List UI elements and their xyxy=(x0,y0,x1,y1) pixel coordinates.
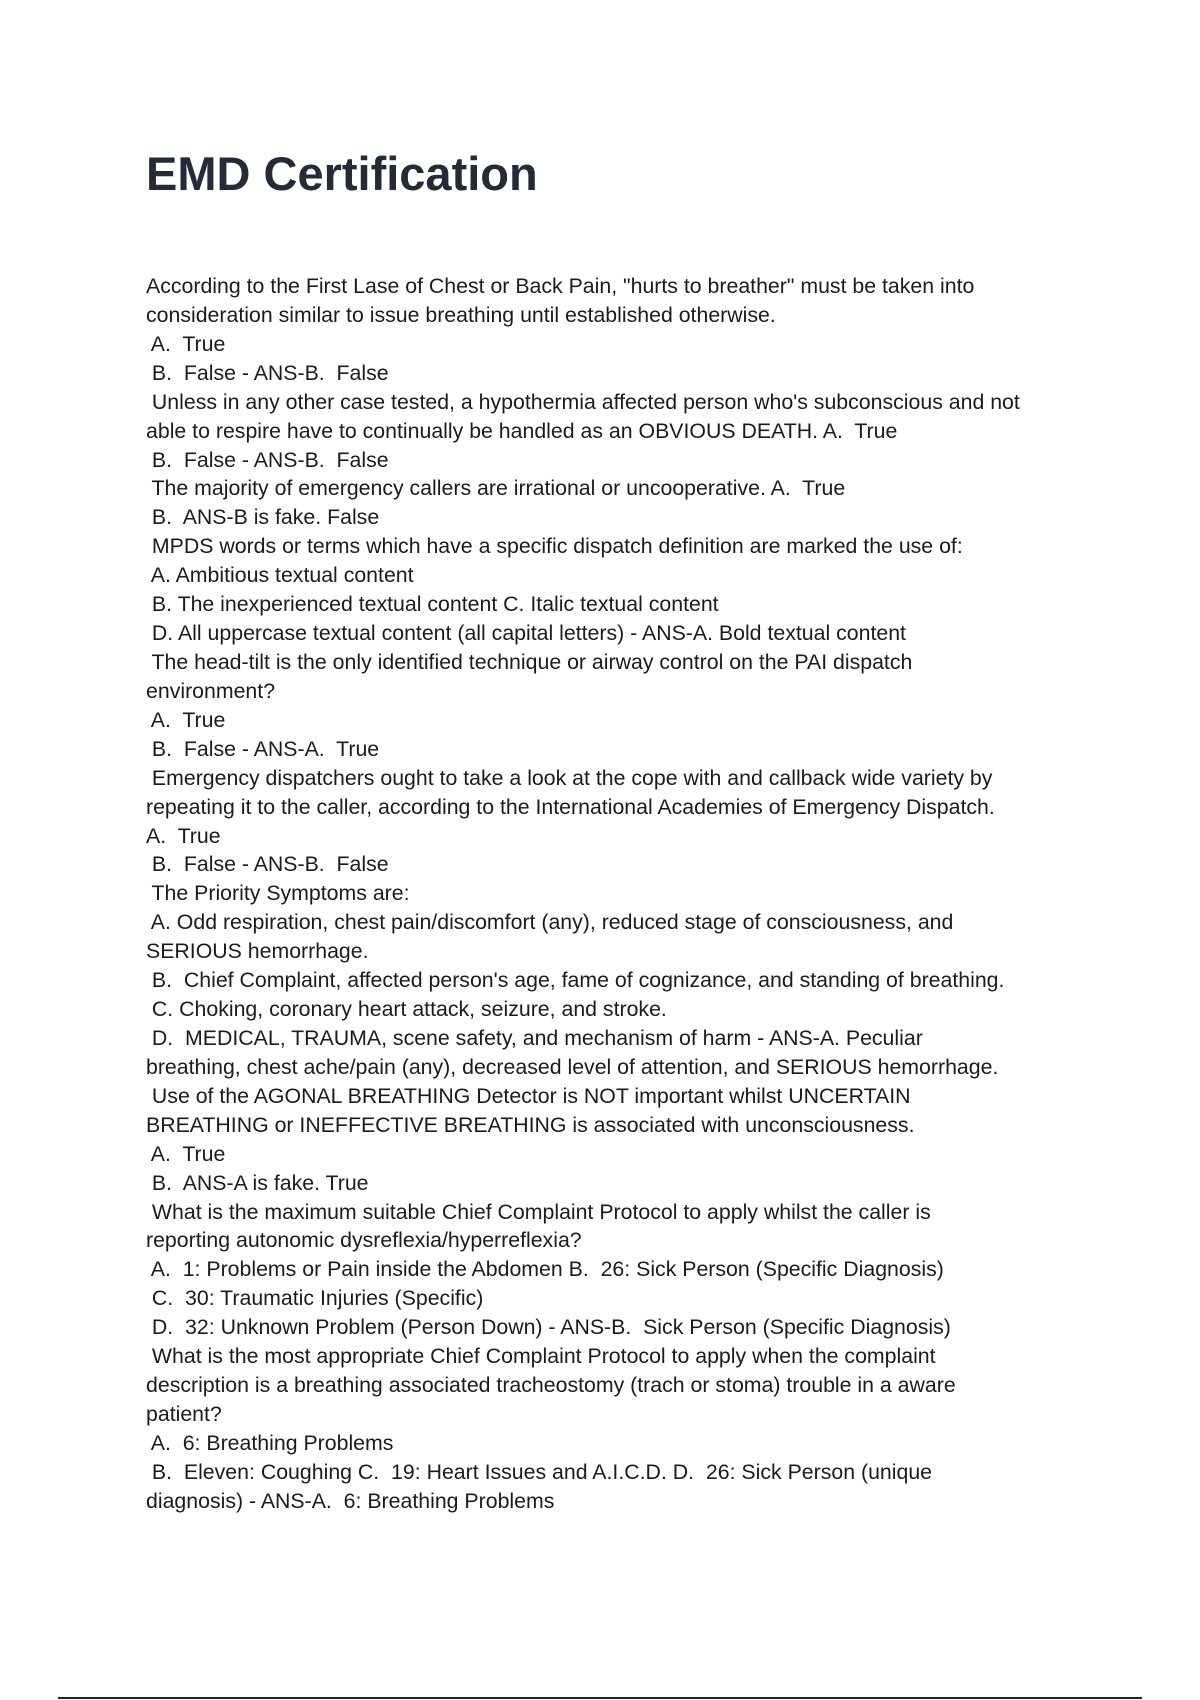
text-line: According to the First Lase of Chest or Back Pain, "hurts to breather" must be taken into xyxy=(146,274,975,298)
text-line: breathing, chest ache/pain (any), decreased level of attention, and SERIOUS hemorrhage. xyxy=(146,1054,999,1079)
text-line: MPDS words or terms which have a specific dispatch definition are marked the use of: xyxy=(146,534,963,559)
text-line: The head-tilt is the only identified technique or airway control on the PAI dispatch xyxy=(146,649,913,674)
text-line: What is the maximum suitable Chief Complaint Protocol to apply whilst the caller is xyxy=(146,1199,931,1224)
text-line: D. 32: Unknown Problem (Person Down) - ANS-B. Sick Person (Specific Diagnosis) xyxy=(146,1315,951,1340)
text-line: environment? xyxy=(146,678,276,703)
text-line: The Priority Symptoms are: xyxy=(146,881,410,906)
text-line: D. All uppercase textual content (all capital letters) - ANS-A. Bold textual content xyxy=(146,621,906,646)
text-line: Unless in any other case tested, a hypothermia affected person who's subconscious and not xyxy=(146,389,1020,414)
text-line: B. False - ANS-B. False xyxy=(146,360,389,385)
text-line: B. ANS-B is fake. False xyxy=(146,505,380,530)
text-line: BREATHING or INEFFECTIVE BREATHING is associated with unconsciousness. xyxy=(146,1112,915,1137)
text-line: B. ANS-A is fake. True xyxy=(146,1170,369,1195)
text-line: The majority of emergency callers are irrational or uncooperative. A. True xyxy=(146,476,846,501)
text-line: A. 1: Problems or Pain inside the Abdomen B. 26: Sick Person (Specific Diagnosis) xyxy=(146,1257,944,1282)
text-line: C. Choking, coronary heart attack, seizure, and stroke. xyxy=(146,997,667,1022)
text-line: What is the most appropriate Chief Complaint Protocol to apply when the complaint xyxy=(146,1344,936,1369)
text-line: A. Ambitious textual content xyxy=(146,563,414,588)
footer-divider xyxy=(58,1697,1142,1699)
text-line: reporting autonomic dysreflexia/hyperreflexia? xyxy=(146,1228,582,1253)
text-line: B. False - ANS-A. True xyxy=(146,736,380,761)
text-line: description is a breathing associated tracheostomy (trach or stoma) trouble in a aware xyxy=(146,1373,956,1398)
text-line: Emergency dispatchers ought to take a look at the cope with and callback wide variety by xyxy=(146,765,993,790)
text-line: Use of the AGONAL BREATHING Detector is NOT important whilst UNCERTAIN xyxy=(146,1083,911,1108)
text-line: B. False - ANS-B. False xyxy=(146,447,389,472)
text-line: patient? xyxy=(146,1401,222,1426)
text-line: B. Chief Complaint, affected person's age, fame of cognizance, and standing of breathing. xyxy=(146,968,1005,993)
text-line: C. 30: Traumatic Injuries (Specific) xyxy=(146,1286,484,1311)
text-line: consideration similar to issue breathing until established otherwise. xyxy=(146,302,776,327)
text-line: repeating it to the caller, according to the International Academies of Emergency Dispatch. xyxy=(146,794,995,819)
text-line: diagnosis) - ANS-A. 6: Breathing Problems xyxy=(146,1488,555,1513)
text-line: B. The inexperienced textual content C. Italic textual content xyxy=(146,592,719,617)
text-line: A. True xyxy=(146,707,226,732)
text-line: A. True xyxy=(146,331,226,356)
document-body xyxy=(146,272,1076,1516)
page-title: EMD Certification xyxy=(146,147,538,200)
text-line: A. True xyxy=(146,1141,226,1166)
text-line: A. True xyxy=(146,823,221,848)
text-line: SERIOUS hemorrhage. xyxy=(146,939,369,964)
text-line: D. MEDICAL, TRAUMA, scene safety, and mechanism of harm - ANS-A. Peculiar xyxy=(146,1025,923,1050)
text-line: A. 6: Breathing Problems xyxy=(146,1430,394,1455)
text-line: A. Odd respiration, chest pain/discomfort (any), reduced stage of consciousness, and xyxy=(146,910,954,935)
text-line: able to respire have to continually be handled as an OBVIOUS DEATH. A. True xyxy=(146,418,898,443)
text-line: B. False - ANS-B. False xyxy=(146,852,389,877)
text-line: B. Eleven: Coughing C. 19: Heart Issues and A.I.C.D. D. 26: Sick Person (unique xyxy=(146,1459,933,1484)
